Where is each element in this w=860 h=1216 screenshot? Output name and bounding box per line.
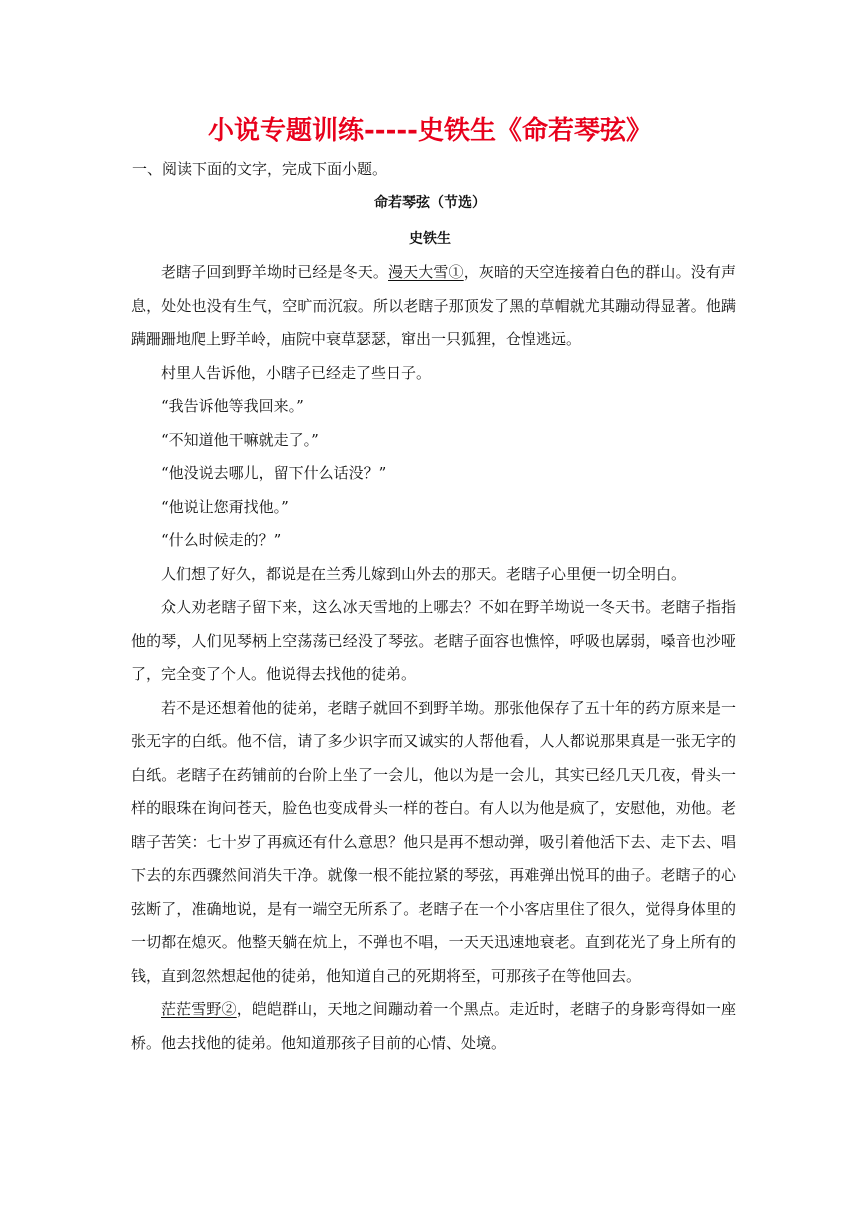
- paragraph-5: [131, 692, 736, 994]
- article-author: 史铁生: [409, 231, 451, 247]
- dialogue-line-5: [131, 524, 736, 558]
- article-title: 命若琴弦（节选）: [374, 195, 486, 211]
- dialogue-line-3: [131, 457, 736, 491]
- paragraph-3: [131, 558, 736, 592]
- paragraph-text: “不知道他干嘛就走了。”: [161, 430, 319, 449]
- paragraph-text: “我告诉他等我回来。”: [161, 397, 304, 415]
- paragraph-6: [131, 993, 736, 1060]
- paragraph-text: 若不是还想着他的徒弟，老瞎子就回不到野羊坳。那张他保存了五十年的药方原来是一张无字的白纸。他不信，请了多少识字而又诚实的人帮他看，人人都说那果真是一张无字的白纸。老瞎子在药铺前的台阶上坐了一会儿，他以为是一会儿，其实已经几天几夜，骨头一样的眼珠在询问苍天，脸色也变成骨头一样的苍白。有人以为他是疯了，安慰他，劝他。老瞎子苦笑：七十岁了再疯还有什么意思？他只是再不想动弹，吸引着他活下去、走下去、唱下去的东西骤然间消失干净。就像一根不能拉紧的琴弦，再难弹出悦耳的曲子。老瞎子的心弦断了，准确地说，是有一端空无所系了。老瞎子在一个小客店里住了很久，觉得身体里的一切都在熄灭。他整天躺在炕上，不弹也不唱，一天天迅速地衰老。直到花光了身上所有的钱，直到忽然想起他的徒弟，他知道自己的死期将至，可那孩子在等他回去。: [131, 698, 736, 985]
- paragraph-text: ，皑皑群山，天地之间蹦动着一个黑点。走近时，老瞎子的身影弯得如一座桥。他去找他的徒弟。他知道那孩子目前的心情、处境。: [131, 1000, 736, 1052]
- paragraph-1: [131, 256, 736, 357]
- article-body: [131, 256, 736, 1060]
- paragraph-text: “什么时候走的？”: [161, 531, 282, 549]
- dialogue-line-2: [131, 424, 736, 458]
- paragraph-text: 人们想了好久，都说是在兰秀儿嫁到山外去的那天。老瞎子心里便一切全明白。: [161, 564, 687, 583]
- underlined-phrase-2: 茫茫雪野②: [161, 1000, 237, 1018]
- paragraph-text: “他说让您甭找他。”: [161, 497, 289, 516]
- paragraph-text: 老瞎子回到野羊坳时已经是冬天。: [161, 263, 389, 281]
- dialogue-line-1: [131, 390, 736, 424]
- question-instruction: 一、阅读下面的文字，完成下面小题。: [132, 160, 388, 178]
- paragraph-text: ，灰暗的天空连接着白色的群山。没有声息，处处也没有生气，空旷而沉寂。所以老瞎子那顶发了黑的草帽就尤其蹦动得显著。他蹒蹒跚跚地爬上野羊岭，庙院中衰草瑟瑟，窜出一只狐狸，仓惶逃远。: [131, 263, 736, 348]
- document-title: 小说专题训练-----史铁生《命若琴弦》: [208, 116, 652, 146]
- paragraph-text: 众人劝老瞎子留下来，这么冰天雪地的上哪去？不如在野羊坳说一冬天书。老瞎子指指他的琴，人们见琴柄上空荡荡已经没了琴弦。老瞎子面容也憔悴，呼吸也孱弱，嗓音也沙哑了，完全变了个人。他说得去找他的徒弟。: [131, 598, 736, 683]
- dialogue-line-4: [131, 491, 736, 525]
- paragraph-text: 村里人告诉他，小瞎子已经走了些日子。: [161, 363, 432, 382]
- paragraph-2: [131, 357, 736, 391]
- paragraph-text: “他没说去哪儿，留下什么话没？”: [161, 464, 387, 482]
- paragraph-4: [131, 591, 736, 692]
- underlined-phrase-1: 漫天大雪①: [388, 263, 464, 281]
